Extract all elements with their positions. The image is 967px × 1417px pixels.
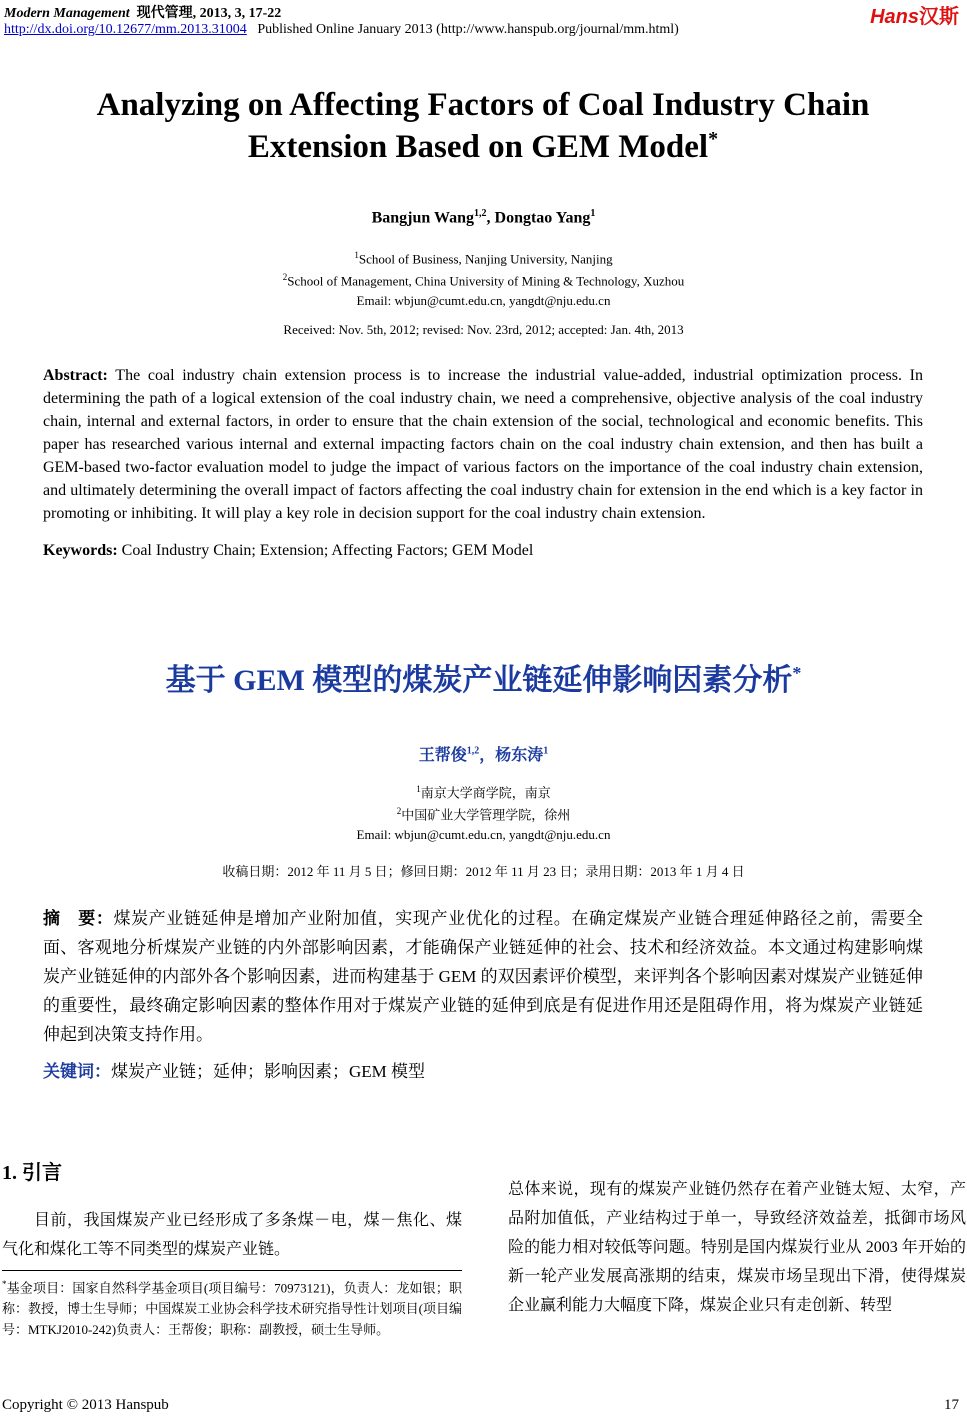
doi-link[interactable]: http://dx.doi.org/10.12677/mm.2013.31004 bbox=[4, 22, 247, 37]
cn-abstract-block bbox=[43, 904, 923, 1086]
keywords: Keywords: Coal Industry Chain; Extension; Affecting Factors; GEM Model bbox=[43, 542, 534, 559]
left-paragraph: 目前，我国煤炭产业已经形成了多条煤－电，煤－焦化、煤气化和煤化工等不同类型的煤炭产业链。 bbox=[2, 1212, 462, 1258]
authors: Bangjun Wang$^{1,2}$, Dongtao Yang$^1$ bbox=[371, 208, 596, 227]
copyright: Copyright © 2013 Hanspub bbox=[2, 1397, 169, 1413]
footnote-rule bbox=[2, 1270, 462, 1271]
right-paragraph: 总体来说，现有的煤炭产业链仍然存在着产业链太短、太窄，产品附加值低，产业结构过于单一，导致经济效益差，抵御市场风险的能力相对较低等问题。特别是国内煤炭行业从 2003 年开始的新一轮产业发展高涨期的结束，煤炭市场呈现出下滑，使得煤炭企业赢利能力大幅度下降，煤炭企业只有走创新、转型 bbox=[508, 1181, 966, 1314]
journal-header: Modern Management 现代管理, 2013, 3, 17-22 bbox=[4, 6, 282, 21]
title-footnote-mark: * bbox=[708, 128, 719, 150]
abstract: Abstract: The coal industry chain extension process is to increase the industrial value-added, industrial optimization process. In determining the path of a logical extension of the coal industry chain, we need a comprehensive, objective analysis of the coal industry chain, internal and external factors, in order to ensure that the chain extension of the social, technological and economic benefits. This paper has researched various internal and external impacting factors chain on the coal industry chain extension, and then has built a GEM-based two-factor evaluation model to judge the impact of various factors on the importance of the coal industry chain extension, and ultimately determining the overall impact of factors affecting the coal industry chain for extension in the end which is a key factor in promoting or inhibiting. It will play a key role in decision support for the coal industry chain extension. bbox=[43, 367, 924, 522]
cn-abstract: 摘 要：煤炭产业链延伸是增加产业附加值，实现产业优化的过程。在确定煤炭产业链合理延伸路径之前，需要全面、客观地分析煤炭产业链的内外部影响因素，才能确保产业链延伸的社会、技术和经济效益。本文通过构建影响煤炭产业链延伸的内部外各个影响因素，进而构建基于 GEM 的双因素评价模型，来评判各个影响因素对煤炭产业链延伸的重要性，最终确定影响因素的整体作用对于煤炭产业链的延伸到底是有促进作用还是阻碍作用，将为煤炭产业链延伸起到决策支持作用。 bbox=[43, 909, 924, 1044]
cn-authors: 王帮俊$^{1,2}$，杨东涛$^1$ bbox=[418, 745, 549, 764]
left-column bbox=[2, 1206, 462, 1340]
section-heading: 1. 引言 bbox=[2, 1162, 62, 1184]
cn-title: 基于 GEM 模型的煤炭产业链延伸影响因素分析* bbox=[165, 663, 802, 697]
cn-received: 收稿日期：2012 年 11 月 5 日；修回日期：2012 年 11 月 23 日；录用日期：2013 年 1 月 4 日 bbox=[222, 864, 745, 879]
doi-line: http://dx.doi.org/10.12677/mm.2013.31004 Published Online January 2013 (http://www.hanspub.org/journal/mm.html) bbox=[4, 22, 679, 37]
page-number: 17 bbox=[944, 1397, 959, 1413]
cn-affiliations: $^1$南京大学商学院，南京 $^2$中国矿业大学管理学院，徐州 Email: wbjun@cumt.edu.cn, yangdt@nju.edu.cn bbox=[356, 784, 611, 842]
received-dates: Received: Nov. 5th, 2012; revised: Nov. 23rd, 2012; accepted: Jan. 4th, 2013 bbox=[283, 322, 684, 337]
footnote: *基金项目：国家自然科学基金项目(项目编号：70973121)，负责人：龙如银；职称：教授，博士生导师；中国煤炭工业协会科学技术研究指导性计划项目(项目编号：MTKJ2010-242)负责人：王帮俊；职称：副教授，硕士生导师。 bbox=[2, 1279, 462, 1338]
paper-title: Analyzing on Affecting Factors of Coal Industry Chain Extension Based on GEM Model* bbox=[96, 87, 870, 165]
cn-keywords: 关键词：煤炭产业链；延伸；影响因素；GEM 模型 bbox=[43, 1062, 426, 1081]
hans-logo: Hans汉斯 bbox=[870, 6, 959, 28]
abstract-block bbox=[43, 364, 923, 562]
affiliations: $^1$School of Business, Nanjing University, Nanjing $^2$School of Management, China University of Mining & Technology, Xuzhou Email: wbjun@cumt.edu.cn, yangdt@nju.edu.cn bbox=[282, 250, 685, 308]
